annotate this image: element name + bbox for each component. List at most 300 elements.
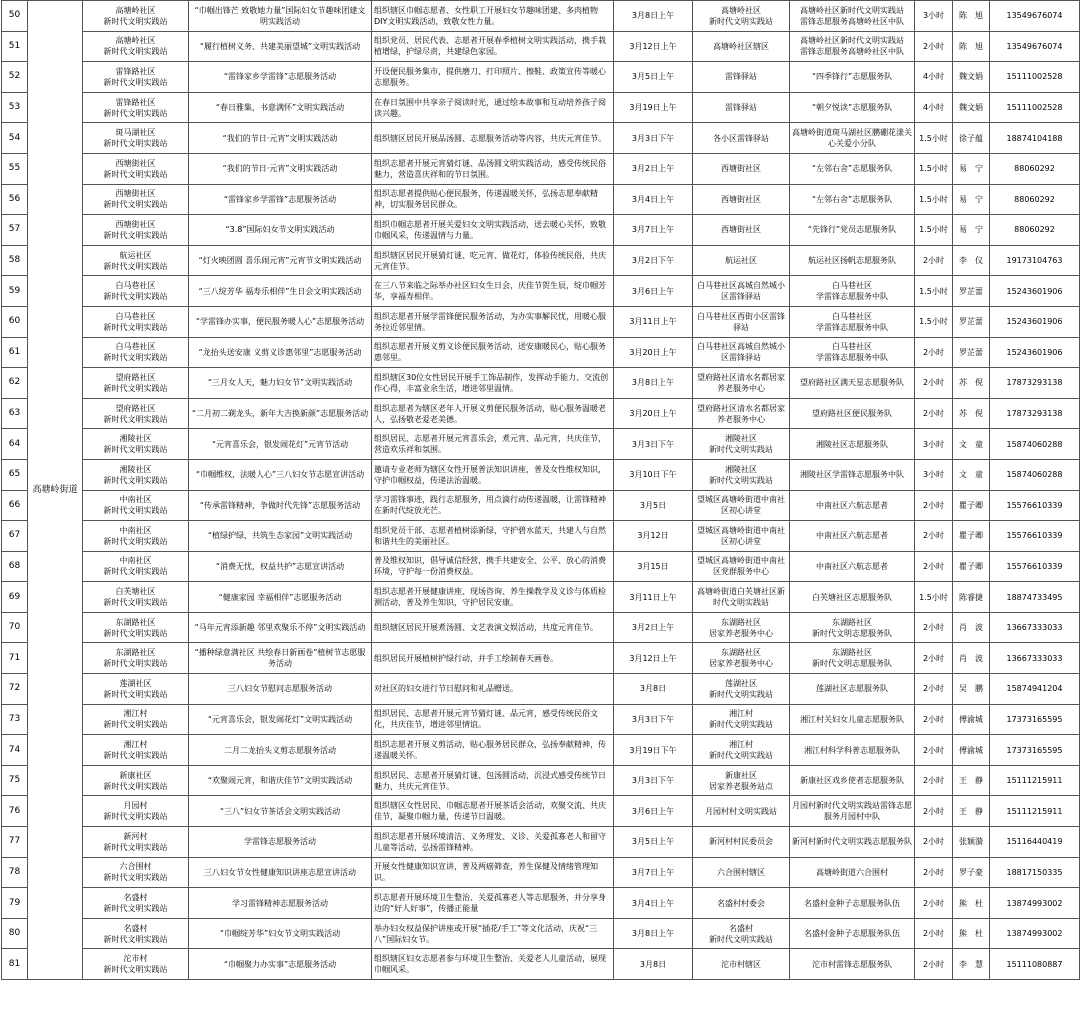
activity-name-cell: “雷锋家乡学雷锋”志愿服务活动 bbox=[189, 62, 372, 93]
table-row bbox=[2, 949, 1080, 980]
place-cell: 望城区高塘岭街道中南社区初心讲堂 bbox=[693, 521, 790, 552]
duration-cell: 2小时 bbox=[915, 888, 953, 919]
row-number: 62 bbox=[2, 368, 28, 399]
activity-content-cell: 组织辖区巾帼志愿者、女性职工开展妇女节趣味团建、多肉植物DIY文明实践活动，致敬女性力量。 bbox=[372, 1, 614, 32]
table-row bbox=[2, 184, 1080, 215]
activity-name-cell: “二月初二剃龙头，新年大吉换新颜”志愿服务活动 bbox=[189, 398, 372, 429]
place-cell: 白马巷社区高城自然城小区雷锋驿站 bbox=[693, 276, 790, 307]
activity-content-cell: 组织辖区居民开展猜灯谜、吃元宵、做花灯，体验传统民俗，共庆元宵佳节。 bbox=[372, 245, 614, 276]
phone-cell: 15116440419 bbox=[990, 827, 1080, 858]
table-row bbox=[2, 551, 1080, 582]
row-number: 66 bbox=[2, 490, 28, 521]
phone-cell: 19173104763 bbox=[990, 245, 1080, 276]
duration-cell: 2小时 bbox=[915, 949, 953, 980]
community-cell: 望府路社区 新时代文明实践站 bbox=[83, 398, 189, 429]
phone-cell: 15576610339 bbox=[990, 521, 1080, 552]
activity-name-cell: “巾帼维权，法暖人心”三八妇女节志愿宣讲活动 bbox=[189, 459, 372, 490]
place-cell: 雷锋驿站 bbox=[693, 62, 790, 93]
contact-cell: 傅渝城 bbox=[953, 735, 990, 766]
community-cell: 中南社区 新时代文明实践站 bbox=[83, 551, 189, 582]
row-number: 52 bbox=[2, 62, 28, 93]
time-cell: 3月6日上午 bbox=[614, 276, 693, 307]
activity-name-cell: 二月二龙抬头义剪志愿服务活动 bbox=[189, 735, 372, 766]
community-cell: 高塘岭社区 新时代文明实践站 bbox=[83, 1, 189, 32]
community-cell: 莲湖社区 新时代文明实践站 bbox=[83, 674, 189, 705]
time-cell: 3月8日上午 bbox=[614, 1, 693, 32]
row-number: 50 bbox=[2, 1, 28, 32]
phone-cell: 15111215911 bbox=[990, 765, 1080, 796]
place-cell: 新康社区 居家养老服务站点 bbox=[693, 765, 790, 796]
contact-cell: 熊 杜 bbox=[953, 888, 990, 919]
duration-cell: 1.5小时 bbox=[915, 153, 953, 184]
community-cell: 六合围村 新时代文明实践站 bbox=[83, 857, 189, 888]
contact-cell: 文 童 bbox=[953, 429, 990, 460]
activity-content-cell: 组织辖区女性居民、巾帼志愿者开展茶话会活动，欢聚交流、共庆佳节，凝聚巾帼力量，传递节日温暖。 bbox=[372, 796, 614, 827]
place-cell: 各小区雷锋驿站 bbox=[693, 123, 790, 154]
table-row bbox=[2, 398, 1080, 429]
activity-content-cell: 开设便民服务集市，提供磨刀、打印照片、擦鞋、政策宣传等暖心志愿服务。 bbox=[372, 62, 614, 93]
contact-cell: 王 静 bbox=[953, 765, 990, 796]
contact-cell: 苏 倪 bbox=[953, 368, 990, 399]
community-cell: 斑马湖社区 新时代文明实践站 bbox=[83, 123, 189, 154]
duration-cell: 2小时 bbox=[915, 521, 953, 552]
duration-cell: 2小时 bbox=[915, 490, 953, 521]
contact-cell: 瞿子卿 bbox=[953, 551, 990, 582]
time-cell: 3月3日下午 bbox=[614, 429, 693, 460]
activity-content-cell: 组织居民、志愿者开展元宵喜乐会，煮元宵、品元宵，共庆佳节，营造欢乐祥和氛围。 bbox=[372, 429, 614, 460]
contact-cell: 易 宁 bbox=[953, 184, 990, 215]
table-row bbox=[2, 153, 1080, 184]
community-cell: 白马巷社区 新时代文明实践站 bbox=[83, 276, 189, 307]
phone-cell: 88060292 bbox=[990, 215, 1080, 246]
duration-cell: 1.5小时 bbox=[915, 215, 953, 246]
time-cell: 3月20日上午 bbox=[614, 337, 693, 368]
time-cell: 3月12日上午 bbox=[614, 643, 693, 674]
phone-cell: 15243601906 bbox=[990, 337, 1080, 368]
activity-name-cell: “元宵喜乐会，银发闹花灯”文明实践活动 bbox=[189, 704, 372, 735]
table-row bbox=[2, 276, 1080, 307]
team-cell: 湘江村科学科普志愿服务队 bbox=[790, 735, 915, 766]
team-cell: “四季锋行”志愿服务队 bbox=[790, 62, 915, 93]
community-cell: 中南社区 新时代文明实践站 bbox=[83, 490, 189, 521]
phone-cell: 15874060288 bbox=[990, 429, 1080, 460]
phone-cell: 13874993002 bbox=[990, 918, 1080, 949]
table-row bbox=[2, 643, 1080, 674]
phone-cell: 15111002528 bbox=[990, 92, 1080, 123]
team-cell: 中南社区六航志愿者 bbox=[790, 521, 915, 552]
activity-name-cell: “三八绽芳华 福寿乐相伴”生日会文明实践活动 bbox=[189, 276, 372, 307]
phone-cell: 13549676074 bbox=[990, 31, 1080, 62]
time-cell: 3月19日上午 bbox=[614, 92, 693, 123]
time-cell: 3月3日下午 bbox=[614, 123, 693, 154]
duration-cell: 2小时 bbox=[915, 796, 953, 827]
activity-table bbox=[1, 0, 1080, 980]
activity-content-cell: 在春日氛围中共享亲子阅读时光，通过绘本故事和互动培养孩子阅读兴趣。 bbox=[372, 92, 614, 123]
duration-cell: 2小时 bbox=[915, 674, 953, 705]
team-cell: 高塘岭社区新时代文明实践站 雷锋志愿服务高塘岭社区中队 bbox=[790, 1, 915, 32]
row-number: 73 bbox=[2, 704, 28, 735]
table-row bbox=[2, 62, 1080, 93]
activity-content-cell: 组织志愿者开展学雷锋便民服务活动，为办实事解民忧，用暖心服务拉近邻里情。 bbox=[372, 306, 614, 337]
activity-name-cell: “春日雅集，书意满怀”文明实践活动 bbox=[189, 92, 372, 123]
table-row bbox=[2, 368, 1080, 399]
activity-content-cell: 组织志愿者开展健康讲座、现场咨询、养生操教学及义诊与体质检测活动，普及养生知识，守护居民安康。 bbox=[372, 582, 614, 613]
row-number: 60 bbox=[2, 306, 28, 337]
activity-content-cell: 对社区的妇女进行节日慰问和礼品赠送。 bbox=[372, 674, 614, 705]
community-cell: 东湖路社区 新时代文明实践站 bbox=[83, 612, 189, 643]
community-cell: 湘江村 新时代文明实践站 bbox=[83, 735, 189, 766]
activity-name-cell: “雷锋家乡学雷锋”志愿服务活动 bbox=[189, 184, 372, 215]
contact-cell: 易 宁 bbox=[953, 153, 990, 184]
community-cell: 月园村 新时代文明实践站 bbox=[83, 796, 189, 827]
duration-cell: 2小时 bbox=[915, 337, 953, 368]
place-cell: 雷锋驿站 bbox=[693, 92, 790, 123]
row-number: 80 bbox=[2, 918, 28, 949]
table-row bbox=[2, 918, 1080, 949]
phone-cell: 13549676074 bbox=[990, 1, 1080, 32]
phone-cell: 15576610339 bbox=[990, 490, 1080, 521]
activity-content-cell: 学习雷锋事迹，践行志愿服务，用点滴行动传递温暖，让雷锋精神在新时代绽放光芒。 bbox=[372, 490, 614, 521]
duration-cell: 2小时 bbox=[915, 612, 953, 643]
community-cell: 新河村 新时代文明实践站 bbox=[83, 827, 189, 858]
table-row bbox=[2, 888, 1080, 919]
phone-cell: 15576610339 bbox=[990, 551, 1080, 582]
place-cell: 望府路社区清水名都居家养老服务中心 bbox=[693, 398, 790, 429]
community-cell: 雷锋路社区 新时代文明实践站 bbox=[83, 62, 189, 93]
phone-cell: 88060292 bbox=[990, 184, 1080, 215]
contact-cell: 苏 倪 bbox=[953, 398, 990, 429]
team-cell: 高塘岭社区新时代文明实践站 雷锋志愿服务高塘岭社区中队 bbox=[790, 31, 915, 62]
activity-content-cell: 组织居民开展植树护绿行动，并手工绘制春天画卷。 bbox=[372, 643, 614, 674]
row-number: 64 bbox=[2, 429, 28, 460]
contact-cell: 魏文娟 bbox=[953, 92, 990, 123]
contact-cell: 肖 波 bbox=[953, 643, 990, 674]
time-cell: 3月2日上午 bbox=[614, 153, 693, 184]
row-number: 54 bbox=[2, 123, 28, 154]
duration-cell: 4小时 bbox=[915, 62, 953, 93]
team-cell: “朝夕悦读”志愿服务队 bbox=[790, 92, 915, 123]
activity-content-cell: 组织居民、志愿者开展猜灯谜、包汤圆活动，沉浸式感受传统节日魅力，共庆元宵佳节。 bbox=[372, 765, 614, 796]
table-row bbox=[2, 306, 1080, 337]
team-cell: 名盛村金种子志愿服务队伍 bbox=[790, 918, 915, 949]
duration-cell: 2小时 bbox=[915, 918, 953, 949]
row-number: 55 bbox=[2, 153, 28, 184]
community-cell: 名盛村 新时代文明实践站 bbox=[83, 918, 189, 949]
table-row bbox=[2, 582, 1080, 613]
activity-name-cell: “我们的节日·元宵”文明实践活动 bbox=[189, 123, 372, 154]
community-cell: 湘江村 新时代文明实践站 bbox=[83, 704, 189, 735]
activity-name-cell: “播种绿意满社区 共绘春日新画卷”植树节志愿服务活动 bbox=[189, 643, 372, 674]
time-cell: 3月20日上午 bbox=[614, 398, 693, 429]
community-cell: 东湖路社区 新时代文明实践站 bbox=[83, 643, 189, 674]
activity-content-cell: 组织志愿者开展义剪活动，贴心服务居民群众，弘扬奉献精神，传递温暖关怀。 bbox=[372, 735, 614, 766]
duration-cell: 2小时 bbox=[915, 857, 953, 888]
community-cell: 航运社区 新时代文明实践站 bbox=[83, 245, 189, 276]
time-cell: 3月12日上午 bbox=[614, 31, 693, 62]
time-cell: 3月4日上午 bbox=[614, 888, 693, 919]
table-row bbox=[2, 123, 1080, 154]
team-cell: 高塘岭街道六合围村 bbox=[790, 857, 915, 888]
team-cell: 湘陵社区志愿服务队 bbox=[790, 429, 915, 460]
row-number: 51 bbox=[2, 31, 28, 62]
team-cell: “先锋行”党员志愿服务队 bbox=[790, 215, 915, 246]
contact-cell: 王 静 bbox=[953, 796, 990, 827]
activity-name-cell: “巾帼出锋芒 致敬她力量”国际妇女节趣味团建文明实践活动 bbox=[189, 1, 372, 32]
activity-content-cell: 组织辖区居民开展煮汤圆、文艺表演文娱活动，共度元宵佳节。 bbox=[372, 612, 614, 643]
activity-name-cell: “巾帼绽芳华”妇女节文明实践活动 bbox=[189, 918, 372, 949]
phone-cell: 13667333033 bbox=[990, 643, 1080, 674]
table-row bbox=[2, 674, 1080, 705]
activity-content-cell: 组织党员干部、志愿者植树添新绿，守护碧水蓝天，共建人与自然和谐共生的美丽社区。 bbox=[372, 521, 614, 552]
community-cell: 雷锋路社区 新时代文明实践站 bbox=[83, 92, 189, 123]
team-cell: “左邻右舍”志愿服务队 bbox=[790, 184, 915, 215]
team-cell: 新康社区戏乡使者志愿服务队 bbox=[790, 765, 915, 796]
community-cell: 湘陵社区 新时代文明实践站 bbox=[83, 429, 189, 460]
duration-cell: 1.5小时 bbox=[915, 276, 953, 307]
phone-cell: 15111080887 bbox=[990, 949, 1080, 980]
activity-name-cell: “三月女人天，魅力妇女节”文明实践活动 bbox=[189, 368, 372, 399]
contact-cell: 吴 鹏 bbox=[953, 674, 990, 705]
phone-cell: 15111002528 bbox=[990, 62, 1080, 93]
contact-cell: 李 仪 bbox=[953, 245, 990, 276]
duration-cell: 3小时 bbox=[915, 459, 953, 490]
place-cell: 湘陵社区 新时代文明实践站 bbox=[693, 429, 790, 460]
community-cell: 湘陵社区 新时代文明实践站 bbox=[83, 459, 189, 490]
table-row bbox=[2, 521, 1080, 552]
activity-name-cell: “三八”妇女节茶话会文明实践活动 bbox=[189, 796, 372, 827]
team-cell: 月园村新时代文明实践站雷锋志愿服务月园村中队 bbox=[790, 796, 915, 827]
row-number: 53 bbox=[2, 92, 28, 123]
duration-cell: 2小时 bbox=[915, 827, 953, 858]
time-cell: 3月5日 bbox=[614, 490, 693, 521]
phone-cell: 15874941204 bbox=[990, 674, 1080, 705]
row-number: 77 bbox=[2, 827, 28, 858]
time-cell: 3月6日上午 bbox=[614, 796, 693, 827]
duration-cell: 1.5小时 bbox=[915, 184, 953, 215]
duration-cell: 2小时 bbox=[915, 398, 953, 429]
community-cell: 白马巷社区 新时代文明实践站 bbox=[83, 306, 189, 337]
place-cell: 新河村村民委员会 bbox=[693, 827, 790, 858]
table-row bbox=[2, 612, 1080, 643]
row-number: 56 bbox=[2, 184, 28, 215]
activity-name-cell: “消费无忧，权益共护”志愿宣讲活动 bbox=[189, 551, 372, 582]
phone-cell: 15243601906 bbox=[990, 306, 1080, 337]
team-cell: “左邻右舍”志愿服务队 bbox=[790, 153, 915, 184]
table-row bbox=[2, 827, 1080, 858]
time-cell: 3月3日下午 bbox=[614, 704, 693, 735]
team-cell: 望府路社区满天星志愿服务队 bbox=[790, 368, 915, 399]
row-number: 79 bbox=[2, 888, 28, 919]
contact-cell: 肖 波 bbox=[953, 612, 990, 643]
time-cell: 3月8日上午 bbox=[614, 918, 693, 949]
team-cell: 航运社区扬帆志愿服务队 bbox=[790, 245, 915, 276]
place-cell: 东湖路社区 居家养老服务中心 bbox=[693, 612, 790, 643]
contact-cell: 罗芷蕾 bbox=[953, 337, 990, 368]
place-cell: 湘江村 新时代文明实践站 bbox=[693, 704, 790, 735]
place-cell: 高塘岭街道白芙塘社区新时代文明实践站 bbox=[693, 582, 790, 613]
row-number: 75 bbox=[2, 765, 28, 796]
community-cell: 名盛村 新时代文明实践站 bbox=[83, 888, 189, 919]
place-cell: 莲湖社区 新时代文明实践站 bbox=[693, 674, 790, 705]
duration-cell: 1.5小时 bbox=[915, 582, 953, 613]
time-cell: 3月8日 bbox=[614, 949, 693, 980]
team-cell: 高塘岭街道斑马湖社区鹏硼花漾关心关爱小分队 bbox=[790, 123, 915, 154]
team-cell: 白马巷社区 学雷锋志愿服务中队 bbox=[790, 306, 915, 337]
row-number: 70 bbox=[2, 612, 28, 643]
activity-name-cell: “植绿护绿，共筑生态家园”文明实践活动 bbox=[189, 521, 372, 552]
duration-cell: 2小时 bbox=[915, 368, 953, 399]
community-cell: 高塘岭社区 新时代文明实践站 bbox=[83, 31, 189, 62]
activity-content-cell: 举办妇女权益保护讲座或开展“插花/手工”等文化活动，庆祝“三八”国际妇女节。 bbox=[372, 918, 614, 949]
team-cell: 白马巷社区 学雷锋志愿服务中队 bbox=[790, 337, 915, 368]
table-row bbox=[2, 337, 1080, 368]
row-number: 71 bbox=[2, 643, 28, 674]
place-cell: 西塘街社区 bbox=[693, 153, 790, 184]
activity-content-cell: 织志愿者开展环境卫生整治、关爱孤寡老人等志愿服务，并分享身边的“好人好事”，传播正能量 bbox=[372, 888, 614, 919]
place-cell: 望府路社区清水名都居家养老服务中心 bbox=[693, 368, 790, 399]
team-cell: 东湖路社区 新时代文明志愿服务队 bbox=[790, 643, 915, 674]
activity-name-cell: “灯火映团圆 喜乐闹元宵”元宵节文明实践活动 bbox=[189, 245, 372, 276]
activity-content-cell: 组织巾帼志愿者开展关爱妇女文明实践活动，送去暖心关怀，致敬巾帼风采，传递温情与力量。 bbox=[372, 215, 614, 246]
table-row bbox=[2, 429, 1080, 460]
activity-content-cell: 组织居民、志愿者开展元宵节猜灯谜、品元宵，感受传统民俗文化，共庆佳节，增进邻里情谊。 bbox=[372, 704, 614, 735]
contact-cell: 傅渝城 bbox=[953, 704, 990, 735]
row-number: 58 bbox=[2, 245, 28, 276]
place-cell: 名盛村 新时代文明实践站 bbox=[693, 918, 790, 949]
activity-content-cell: 组织志愿者开展元宵猜灯谜、品汤圆文明实践活动，感受传统民俗魅力，营造喜庆祥和的节日氛围。 bbox=[372, 153, 614, 184]
phone-cell: 18874104188 bbox=[990, 123, 1080, 154]
table-row bbox=[2, 704, 1080, 735]
duration-cell: 2小时 bbox=[915, 245, 953, 276]
community-cell: 白马巷社区 新时代文明实践站 bbox=[83, 337, 189, 368]
activity-name-cell: “巾帼聚力办实事”志愿服务活动 bbox=[189, 949, 372, 980]
activity-content-cell: 邀请专业老师为辖区女性开展普法知识讲座，普及女性维权知识，守护巾帼权益，传递法治温暖。 bbox=[372, 459, 614, 490]
duration-cell: 4小时 bbox=[915, 92, 953, 123]
community-cell: 新康社区 新时代文明实践站 bbox=[83, 765, 189, 796]
community-cell: 沱市村 新时代文明实践站 bbox=[83, 949, 189, 980]
phone-cell: 18817150335 bbox=[990, 857, 1080, 888]
activity-name-cell: “传承雷锋精神，争做时代先锋”志愿服务活动 bbox=[189, 490, 372, 521]
duration-cell: 2小时 bbox=[915, 735, 953, 766]
place-cell: 西塘街社区 bbox=[693, 215, 790, 246]
activity-name-cell: “履行植树义务、共建美丽望城”文明实践活动 bbox=[189, 31, 372, 62]
activity-name-cell: 学雷锋志愿服务活动 bbox=[189, 827, 372, 858]
row-number: 78 bbox=[2, 857, 28, 888]
activity-content-cell: 组织辖区30位女性居民开展手工饰品制作，发挥动手能力、交流创作心得，丰富业余生活，增进邻里温情。 bbox=[372, 368, 614, 399]
table-row bbox=[2, 735, 1080, 766]
activity-name-cell: “学雷锋办实事，便民服务暖人心”志愿服务活动 bbox=[189, 306, 372, 337]
place-cell: 沱市村辖区 bbox=[693, 949, 790, 980]
activity-name-cell: “龙抬头送安康 义剪义诊惠邻里”志愿服务活动 bbox=[189, 337, 372, 368]
time-cell: 3月5日上午 bbox=[614, 62, 693, 93]
place-cell: 白马巷社区西街小区雷锋驿站 bbox=[693, 306, 790, 337]
duration-cell: 2小时 bbox=[915, 643, 953, 674]
time-cell: 3月3日下午 bbox=[614, 765, 693, 796]
contact-cell: 陈睿捷 bbox=[953, 582, 990, 613]
place-cell: 东湖路社区 居家养老服务中心 bbox=[693, 643, 790, 674]
row-number: 74 bbox=[2, 735, 28, 766]
time-cell: 3月7日上午 bbox=[614, 857, 693, 888]
activity-content-cell: 在三八节来临之际举办社区妇女生日会，庆佳节贺生辰，绽巾帼芳华，享福寿相伴。 bbox=[372, 276, 614, 307]
place-cell: 湘陵社区 新时代文明实践站 bbox=[693, 459, 790, 490]
phone-cell: 17373165595 bbox=[990, 704, 1080, 735]
phone-cell: 17373165595 bbox=[990, 735, 1080, 766]
table-row bbox=[2, 1, 1080, 32]
activity-content-cell: 开展女性健康知识宣讲，普及两癌筛查，养生保健及情绪管理知识。 bbox=[372, 857, 614, 888]
row-number: 65 bbox=[2, 459, 28, 490]
place-cell: 白马巷社区高城自然城小区雷锋驿站 bbox=[693, 337, 790, 368]
contact-cell: 文 童 bbox=[953, 459, 990, 490]
duration-cell: 2小时 bbox=[915, 551, 953, 582]
team-cell: 中南社区六航志愿者 bbox=[790, 551, 915, 582]
duration-cell: 2小时 bbox=[915, 31, 953, 62]
activity-name-cell: “我们的节日·元宵”文明实践活动 bbox=[189, 153, 372, 184]
team-cell: 湘陵社区学雷锋志愿服务中队 bbox=[790, 459, 915, 490]
place-cell: 湘江村 新时代文明实践站 bbox=[693, 735, 790, 766]
time-cell: 3月11日上午 bbox=[614, 582, 693, 613]
contact-cell: 魏文娟 bbox=[953, 62, 990, 93]
contact-cell: 张颖漪 bbox=[953, 827, 990, 858]
contact-cell: 瞿子卿 bbox=[953, 490, 990, 521]
time-cell: 3月2日下午 bbox=[614, 245, 693, 276]
table-row bbox=[2, 31, 1080, 62]
community-cell: 西塘街社区 新时代文明实践站 bbox=[83, 215, 189, 246]
table-row bbox=[2, 857, 1080, 888]
duration-cell: 3小时 bbox=[915, 429, 953, 460]
activity-name-cell: 学习雷锋精神志愿服务活动 bbox=[189, 888, 372, 919]
place-cell: 高塘岭社区辖区 bbox=[693, 31, 790, 62]
team-cell: 白马巷社区 学雷锋志愿服务中队 bbox=[790, 276, 915, 307]
phone-cell: 88060292 bbox=[990, 153, 1080, 184]
activity-content-cell: 组织党员、居民代表、志愿者开展春季植树文明实践活动，携手栽植增绿，护绿尽责，共建绿色家园。 bbox=[372, 31, 614, 62]
contact-cell: 陈 旭 bbox=[953, 31, 990, 62]
contact-cell: 熊 杜 bbox=[953, 918, 990, 949]
phone-cell: 15874060288 bbox=[990, 459, 1080, 490]
community-cell: 西塘街社区 新时代文明实践站 bbox=[83, 184, 189, 215]
activity-name-cell: 三八妇女节慰问志愿服务活动 bbox=[189, 674, 372, 705]
row-number: 67 bbox=[2, 521, 28, 552]
time-cell: 3月7日上午 bbox=[614, 215, 693, 246]
duration-cell: 2小时 bbox=[915, 765, 953, 796]
table-body bbox=[2, 1, 1080, 980]
community-cell: 西塘街社区 新时代文明实践站 bbox=[83, 153, 189, 184]
time-cell: 3月11日上午 bbox=[614, 306, 693, 337]
contact-cell: 罗子豪 bbox=[953, 857, 990, 888]
phone-cell: 15111215911 bbox=[990, 796, 1080, 827]
row-number: 68 bbox=[2, 551, 28, 582]
table-row bbox=[2, 92, 1080, 123]
team-cell: 莲湖社区志愿服务队 bbox=[790, 674, 915, 705]
phone-cell: 13667333033 bbox=[990, 612, 1080, 643]
activity-content-cell: 组织辖区妇女志愿者参与环境卫生整治、关爱老人儿童活动，展现巾帼风采。 bbox=[372, 949, 614, 980]
time-cell: 3月8日 bbox=[614, 674, 693, 705]
team-cell: 中南社区六航志愿者 bbox=[790, 490, 915, 521]
contact-cell: 瞿子卿 bbox=[953, 521, 990, 552]
place-cell: 望城区高塘岭街道中南社区初心讲堂 bbox=[693, 490, 790, 521]
team-cell: 东湖路社区 新时代文明志愿服务队 bbox=[790, 612, 915, 643]
row-number: 72 bbox=[2, 674, 28, 705]
phone-cell: 17873293138 bbox=[990, 368, 1080, 399]
place-cell: 航运社区 bbox=[693, 245, 790, 276]
time-cell: 3月2日上午 bbox=[614, 612, 693, 643]
community-cell: 中南社区 新时代文明实践站 bbox=[83, 521, 189, 552]
activity-content-cell: 组织志愿者为辖区老年人开展义剪便民服务活动，贴心服务温暖老人，弘扬敬老爱老美德。 bbox=[372, 398, 614, 429]
time-cell: 3月8日上午 bbox=[614, 368, 693, 399]
phone-cell: 18874733495 bbox=[990, 582, 1080, 613]
table-row bbox=[2, 490, 1080, 521]
contact-cell: 罗芷蕾 bbox=[953, 306, 990, 337]
row-number: 61 bbox=[2, 337, 28, 368]
